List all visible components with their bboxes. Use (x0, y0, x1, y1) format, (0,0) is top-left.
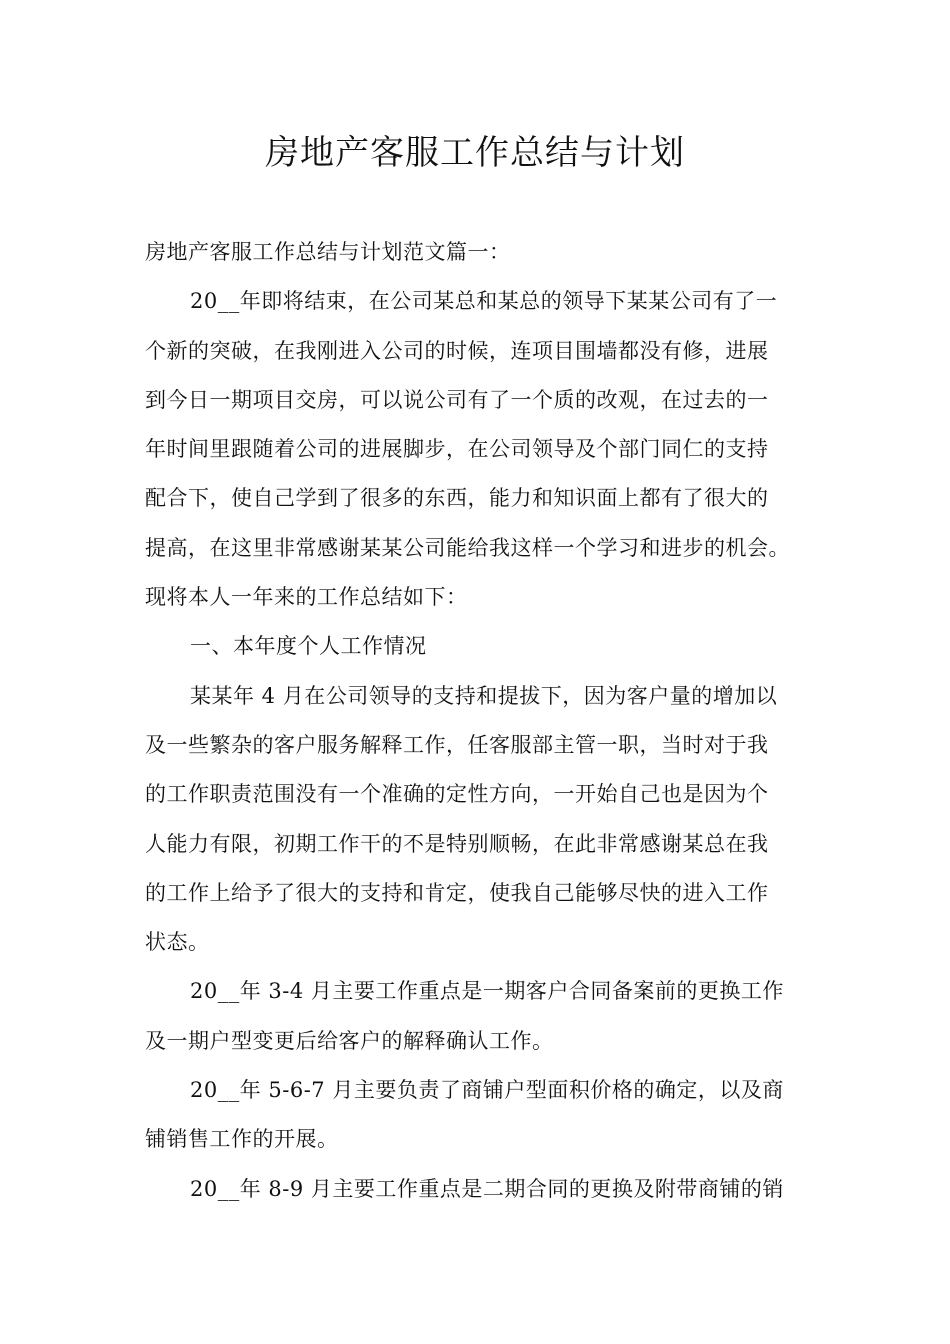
body-text-line: 状态。 (145, 930, 210, 955)
body-text-line: 20__年 3-4 月主要工作重点是一期客户合同备案前的更换工作 (190, 979, 784, 1004)
body-text-line: 个新的突破，在我刚进入公司的时候，连项目围墙都没有修，进展 (145, 338, 769, 363)
body-text-line: 一、本年度个人工作情况 (190, 634, 427, 659)
body-text-line: 的工作上给予了很大的支持和肯定，使我自己能够尽快的进入工作 (145, 880, 769, 905)
document-body (145, 228, 813, 1214)
body-text-line: 人能力有限，初期工作干的不是特别顺畅，在此非常感谢某总在我 (145, 831, 769, 856)
body-text-line: 房地产客服工作总结与计划范文篇一： (145, 240, 511, 264)
body-text-line: 某某年 4 月在公司领导的支持和提拔下，因为客户量的增加以 (190, 683, 778, 708)
document-title: 房地产客服工作总结与计划 (265, 133, 685, 173)
body-text-line: 到今日一期项目交房，可以说公司有了一个质的改观，在过去的一 (145, 387, 769, 412)
body-text-line: 20__年即将结束，在公司某总和某总的领导下某某公司有了一 (190, 289, 778, 314)
body-text-line: 年时间里跟随着公司的进展脚步，在公司领导及个部门同仁的支持 (145, 437, 769, 462)
body-text-line: 铺销售工作的开展。 (145, 1127, 339, 1152)
body-text-line: 及一些繁杂的客户服务解释工作，任客服部主管一职，当时对于我 (145, 732, 769, 757)
body-text-line: 提高，在这里非常感谢某某公司能给我这样一个学习和进步的机会。 (145, 535, 790, 560)
body-text-line: 20__年 8-9 月主要工作重点是二期合同的更换及附带商铺的销 (190, 1176, 784, 1201)
body-text-line: 现将本人一年来的工作总结如下： (145, 585, 468, 610)
body-text-line: 的工作职责范围没有一个准确的定性方向，一开始自己也是因为个 (145, 782, 769, 807)
body-text-line: 及一期户型变更后给客户的解释确认工作。 (145, 1028, 554, 1053)
body-text-line: 配合下，使自己学到了很多的东西，能力和知识面上都有了很大的 (145, 486, 769, 511)
body-text-line: 20__年 5-6-7 月主要负责了商铺户型面积价格的确定，以及商 (190, 1078, 784, 1103)
